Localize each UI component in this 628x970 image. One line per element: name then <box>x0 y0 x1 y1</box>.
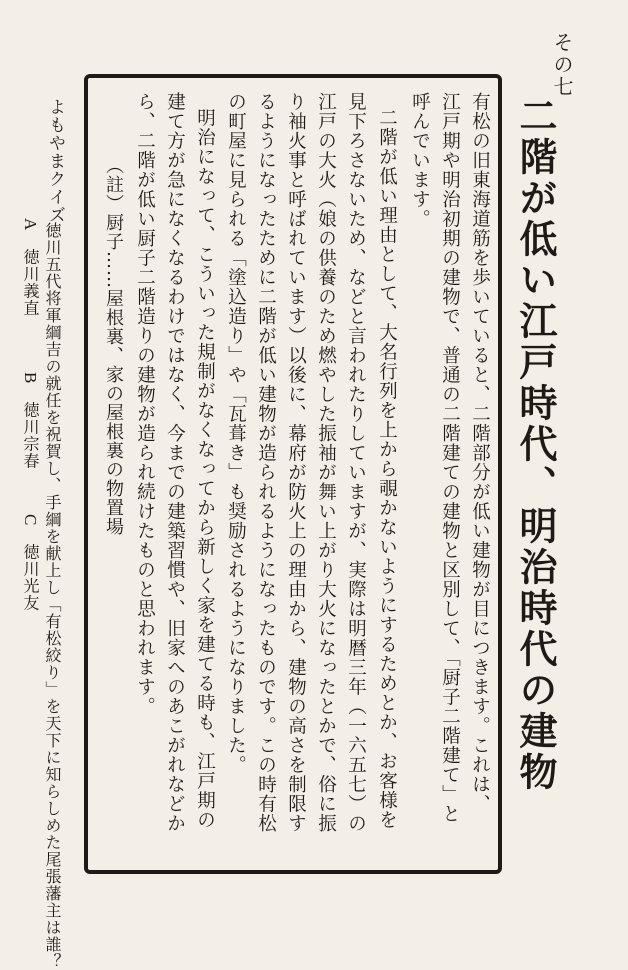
article-line: の町屋に見られる「塗込造り」や「瓦葺き」も奨励されるようになりました。 <box>225 92 247 775</box>
article-line: 有松の旧東海道筋を歩いていると、二階部分が低い建物が目につきます。これは、 <box>469 92 491 814</box>
option-text: 徳川光友 <box>21 543 40 612</box>
series-label: その七 <box>550 32 574 98</box>
article-line: 建て方が急になくなるわけではなく、今までの建築習慣や、旧家へのあこがれなどか <box>164 92 186 833</box>
option-letter: C <box>21 514 40 527</box>
quiz-option-c <box>22 514 39 611</box>
article-line: 江戸の大火（娘の供養のため燃やした振袖が舞い上がり大火になったとかで、俗に振 <box>315 92 337 833</box>
article-line: 呼んでいます。 <box>409 92 431 229</box>
article-line: り袖火事と呼ばれています）以後に、幕府が防火上の理由から、建物の高さを制限す <box>285 92 307 833</box>
option-letter: A <box>21 218 40 232</box>
article-line: 江戸期や明治初期の建物で、普通の二階建ての建物と区別して、「厨子二階建て」と <box>439 92 461 824</box>
page-title: 二階が低い江戸時代、明治時代の建物 <box>513 96 558 793</box>
option-text: 徳川義直 <box>21 248 40 317</box>
quiz-title: よもやまクイズ <box>45 98 65 224</box>
article-line: 二階が低い理由として、大名行列を上から覗かないようにするためとか、お客様を <box>376 108 398 830</box>
quiz-option-a <box>22 218 39 316</box>
note <box>104 156 122 536</box>
quiz-option-b <box>22 372 39 469</box>
note-text: 厨子……屋根裏、家の屋根裏の物置場 <box>103 213 124 536</box>
option-text: 徳川宗春 <box>21 401 40 470</box>
article-line: 明治になって、こういった規制がなくなってから新しく家を建てる時も、江戸期の <box>194 108 216 830</box>
quiz-question: 徳川五代将軍綱吉の就任を祝賀し、手綱を献上し「有松絞り」を天下に知らしめた尾張藩主は誰？ <box>43 222 62 970</box>
option-letter: B <box>21 372 40 385</box>
article-line: るようになったために二階が低い建物が造られるようになったものです。この時有松 <box>255 92 277 833</box>
note-label: （註） <box>103 156 124 213</box>
article-line: 見下ろさないため、などと言われたりしていますが、実際は明暦三年（一六五七）の <box>345 92 367 833</box>
article-line: ら、二階が低い厨子二階造りの建物が造られ続けたものと思われます。 <box>134 92 156 716</box>
